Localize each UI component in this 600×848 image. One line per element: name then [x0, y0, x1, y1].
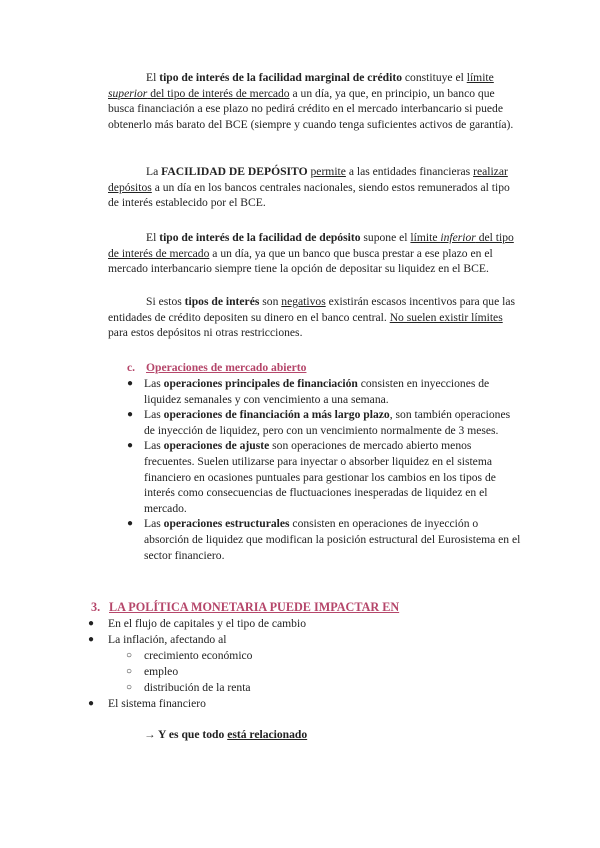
- paragraph-facilidad-deposito: La FACILIDAD DE DEPÓSITO permite a las entidades financieras realizar depósitos a un día en los bancos centrales nacionales, siendo estos remunerados al tipo de interés establecido por el BCE.: [108, 165, 510, 210]
- paragraph-facilidad-marginal: El tipo de interés de la facilidad marginal de crédito constituye el límite superior del tipo de interés de mercado a un día, ya que, en principio, un banco que busca financiación a ese plazo no pedirá crédito en el mercado interbancario si puede obtenerlo más barato del BCE (siempre y cuando tenga suficientes activos de garantía).: [108, 71, 514, 131]
- subsection-letter: c.: [127, 361, 136, 374]
- bullet-icon: ●: [127, 378, 134, 389]
- sub-list-item: ○ crecimiento económico: [126, 649, 253, 662]
- list-item: ● Las operaciones principales de financiación consisten en inyecciones de liquidez semanales y con vencimiento a una semana.: [127, 377, 490, 406]
- bullet-icon: ●: [127, 409, 134, 421]
- bullet-icon: ●: [88, 634, 95, 645]
- list-item: ● La inflación, afectando al: [88, 633, 227, 646]
- paragraph-tipos-negativos: Si estos tipos de interés son negativos existirán escasos incentivos para que las entidades de crédito depositen su dinero en el banco central. No suelen existir límites para estos depósitos ni otras restricciones.: [108, 295, 516, 340]
- arrow-right-icon: →: [144, 728, 156, 741]
- circle-bullet-icon: ○: [126, 682, 133, 693]
- list-item: ● Las operaciones estructurales consisten en operaciones de inyección o absorción de liquidez que modifican la posición estructural del Eurosistema en el sector financiero.: [127, 517, 521, 562]
- conclusion-line: → Y es que todo está relacionado: [144, 728, 308, 741]
- bullet-icon: ●: [88, 618, 95, 629]
- circle-bullet-icon: ○: [126, 650, 133, 661]
- operations-list: [127, 376, 522, 563]
- bullet-icon: ●: [127, 440, 134, 452]
- bullet-icon: ●: [127, 518, 134, 530]
- list-item: ● En el flujo de capitales y el tipo de cambio: [88, 617, 306, 630]
- list-item: ● Las operaciones de ajuste son operaciones de mercado abierto menos frecuentes. Suelen utilizarse para inyectar o absorber liquidez en el sistema financiero en ocasiones puntuales para gestionar los cambios en los tipos de interés como consecuencias de fluctuaciones inesperadas de liquidez en el mercado.: [127, 439, 496, 515]
- subsection-title: Operaciones de mercado abierto: [146, 361, 307, 374]
- section-heading: [91, 600, 399, 616]
- section-number: 3.: [91, 600, 101, 614]
- sub-list-item: ○ empleo: [126, 665, 179, 678]
- section-title: LA POLÍTICA MONETARIA PUEDE IMPACTAR EN: [109, 600, 400, 614]
- paragraph-tipo-deposito: El tipo de interés de la facilidad de depósito supone el límite inferior del tipo de interés de mercado a un día, ya que un banco que busca prestar a ese plazo en el mercado interbancario siempre tiene la opción de depositar su liquidez en el BCE.: [108, 231, 514, 276]
- list-item: ● Las operaciones de financiación a más largo plazo, son también operaciones de inyección de liquidez, pero con un vencimiento normalmente de 3 meses.: [127, 408, 511, 437]
- sub-list-item: ○ distribución de la renta: [126, 681, 251, 694]
- circle-bullet-icon: ○: [126, 666, 133, 677]
- bullet-icon: ●: [88, 698, 95, 709]
- subsection-heading: [127, 360, 306, 376]
- list-item: ● El sistema financiero: [88, 697, 206, 710]
